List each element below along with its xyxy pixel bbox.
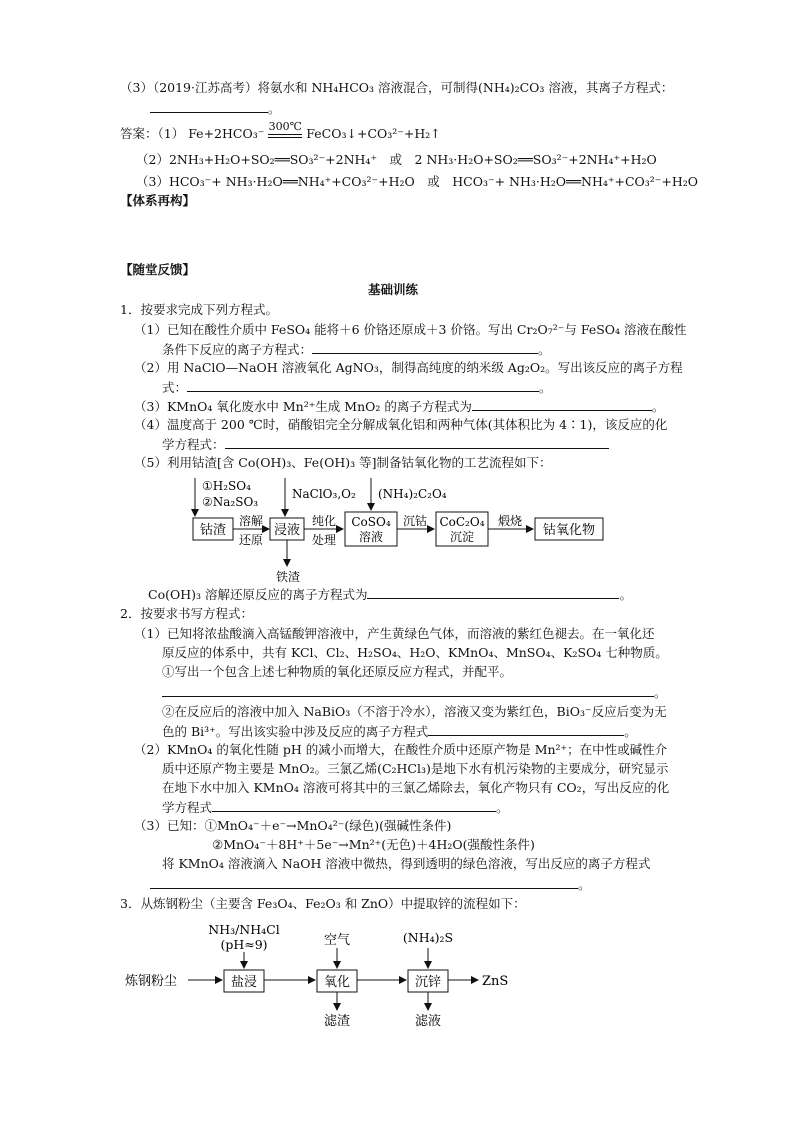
q2-stem: 2．按要求书写方程式：: [120, 606, 253, 621]
q1-p1-b: [162, 341, 551, 358]
intro-question-text: （3）（2019·江苏高考）将氨水和 NH₄HCO₃ 溶液混合，可制得(NH₄)₂CO₃ 溶液，其离子方程式：: [120, 80, 674, 95]
reagent-naclo3: NaClO₃,O₂: [292, 487, 356, 501]
period: 。: [578, 877, 591, 892]
box-coso4-label-2: 溶液: [358, 530, 384, 544]
period: 。: [538, 342, 551, 357]
q2-p2-blank[interactable]: [212, 799, 496, 812]
out-filter-residue: 滤渣: [323, 1014, 351, 1029]
q1-p2-a: （2）用 NaClO—NaOH 溶液氧化 AgNO₃，制得高纯度的纳米级 Ag₂O₂。写出该反应的离子方程: [134, 360, 683, 375]
box-coc2o4-label-2: 沉淀: [449, 530, 475, 544]
reagent-nh3-nh4cl: NH₃/NH₄Cl: [208, 922, 280, 937]
intro-question: [120, 80, 673, 96]
reagent-oxalate: (NH₄)₂C₂O₄: [378, 487, 447, 501]
q2-p2-c: 在地下水中加入 KMnO₄ 溶液可将其中的三氯乙烯除去，氧化产物只有 CO₂，写出反应的化: [162, 780, 670, 795]
answer-label: 答案：（1）: [120, 126, 185, 141]
q2-p1-e-blank[interactable]: [428, 723, 624, 736]
q1-p3: [134, 398, 664, 415]
period: 。: [496, 800, 509, 815]
answer-eq2: （2）2NH₃+H₂O+SO₂══SO₃²⁻+2NH₄⁺ 或 2 NH₃·H₂O+SO₂══SO₃²⁻+2NH₄⁺+H₂O: [136, 152, 657, 167]
q2-p2-d-text: 学方程式: [162, 800, 213, 815]
q2-p1-answer-line: [162, 684, 667, 701]
eq1-right: FeCO₃↓+CO₃²⁻+H₂↑: [306, 126, 441, 141]
q2-p1-b: 原反应的体系中，共有 KCl、Cl₂、H₂SO₄、H₂O、KMnO₄、MnSO₄、K₂SO₄ 七种物质。: [162, 645, 668, 660]
q2-p2-a: （2）KMnO₄ 的氧化性随 pH 的减小而增大，在酸性介质中还原产物是 Mn²⁺；在中性或碱性介: [134, 742, 668, 757]
reagent-nh4-2s: (NH₄)₂S: [402, 930, 454, 945]
period: 。: [624, 724, 637, 739]
reagent-ph: (pH≈9): [220, 937, 268, 952]
section-system: 【体系再构】: [120, 193, 196, 208]
zinc-flowchart: [122, 918, 532, 1034]
box-oxidation-label: 氧化: [323, 975, 351, 990]
q2-p1-d: ②在反应后的溶液中加入 NaBiO₃（不溶于冷水），溶液又变为紫红色，BiO₃⁻反应后变为无: [162, 704, 667, 719]
period: 。: [651, 399, 665, 414]
cobalt-flowchart: [180, 474, 620, 584]
section-feedback: 【随堂反馈】: [120, 262, 196, 277]
reagent-na2so3: ②Na₂SO₃: [202, 495, 259, 509]
q2-p1-e: [162, 723, 637, 740]
q1-p3-blank[interactable]: [472, 398, 652, 411]
q2-p1-blank[interactable]: [162, 684, 654, 697]
q1-p1-b-text: 条件下反应的离子方程式：: [162, 342, 313, 357]
q1-p1-blank[interactable]: [312, 341, 538, 354]
q2-p1-a: （1）已知将浓盐酸滴入高锰酸钾溶液中，产生黄绿色气体，而溶液的紫红色褪去。在一氧化还: [134, 626, 655, 641]
condition-text: 300℃: [268, 120, 302, 133]
period: 。: [539, 380, 552, 395]
answer-eq1: [120, 120, 441, 142]
period: 。: [268, 101, 281, 116]
q1-p5-b-text: Co(OH)₃ 溶解还原反应的离子方程式为: [148, 587, 368, 602]
step-dissolve: 溶解: [238, 514, 264, 528]
q2-p3-b: ②MnO₄⁻＋8H⁺＋5e⁻→Mn²⁺(无色)＋4H₂O(强酸性条件): [212, 837, 535, 852]
q1-p4-b: [162, 436, 609, 453]
step-precipitate: 沉钴: [402, 514, 428, 528]
reaction-condition: [268, 120, 302, 138]
step-calcine: 煅烧: [497, 514, 523, 528]
box-leachate-label: 浸液: [273, 523, 301, 538]
box-cobalt-residue-label: 钴渣: [199, 523, 227, 538]
step-reduce: 还原: [238, 533, 264, 547]
step-purify: 纯化: [311, 514, 337, 528]
reagent-air: 空气: [323, 933, 351, 948]
q2-p3-blank[interactable]: [150, 876, 578, 889]
q1-p4-a: （4）温度高于 200 ℃时，硝酸铝完全分解成氧化铝和两种气体(其体积比为 4∶1)，该反应的化: [134, 417, 668, 432]
q2-p3-answer-line: [150, 876, 591, 893]
intro-answer-line: [150, 100, 281, 117]
q1-p3-text: （3）KMnO₄ 氧化废水中 Mn²⁺生成 MnO₂ 的离子方程式为: [134, 399, 472, 414]
q1-stem: 1．按要求完成下列方程式。: [120, 302, 278, 317]
q2-p2-d: [162, 799, 509, 816]
q1-p1-a: （1）已知在酸性介质中 FeSO₄ 能将＋6 价铬还原成＋3 价铬。写出 Cr₂O₇²⁻与 FeSO₄ 溶液在酸性: [134, 322, 687, 337]
step-treat: 处理: [311, 533, 337, 547]
q2-p3-c: 将 KMnO₄ 溶液滴入 NaOH 溶液中微热，得到透明的绿色溶液，写出反应的离子方程式: [162, 856, 651, 871]
q2-p2-b: 质中还原产物主要是 MnO₂。三氯乙烯(C₂HCl₃)是地下水有机污染物的主要成分，研究显示: [162, 761, 669, 776]
q2-p1-e-text: 色的 Bi³⁺。写出该实验中涉及反应的离子方程式: [162, 724, 429, 739]
box-salt-leach-label: 盐浸: [230, 975, 258, 990]
q1-p5-blank[interactable]: [367, 586, 619, 599]
box-cobalt-oxide-label: 钴氧化物: [542, 523, 596, 538]
reagent-h2so4: ①H₂SO₄: [202, 479, 251, 493]
q1-p5-b: [148, 586, 632, 603]
box-coso4-label-1: CoSO₄: [351, 515, 391, 529]
start-steel-dust: 炼钢粉尘: [125, 974, 178, 989]
q3-stem: 3．从炼钢粉尘（主要含 Fe₃O₄、Fe₂O₃ 和 ZnO）中提取锌的流程如下：: [120, 896, 526, 911]
q1-p4-b-text: 学方程式：: [162, 437, 225, 452]
byproduct-iron-residue: 铁渣: [275, 570, 301, 584]
q1-p5-a: （5）利用钴渣[含 Co(OH)₃、Fe(OH)₃ 等]制备钴氧化物的工艺流程如下：: [134, 455, 552, 470]
q1-p2-b: [162, 379, 552, 396]
q1-p4-blank[interactable]: [225, 436, 609, 449]
q1-p2-blank[interactable]: [187, 379, 539, 392]
product-zns: ZnS: [482, 974, 509, 989]
period: 。: [654, 685, 667, 700]
period: 。: [619, 587, 632, 602]
q2-p3-a: （3）已知：①MnO₄⁻＋e⁻→MnO₄²⁻(绿色)(强碱性条件): [134, 818, 452, 833]
q2-p1-c: ①写出一个包含上述七种物质的氧化还原反应方程式，并配平。: [162, 664, 513, 679]
eq1-left: Fe+2HCO₃⁻: [188, 126, 265, 141]
out-filtrate: 滤液: [414, 1014, 442, 1029]
box-zinc-precip-label: 沉锌: [414, 975, 442, 990]
answer-eq3: （3）HCO₃⁻+ NH₃·H₂O══NH₄⁺+CO₃²⁻+H₂O 或 HCO₃⁻+ NH₃·H₂O══NH₄⁺+CO₃²⁻+H₂O: [136, 174, 699, 189]
q1-p2-b-text: 式：: [162, 380, 188, 395]
answer-blank[interactable]: [150, 100, 268, 113]
section-basic: 基础训练: [368, 282, 419, 297]
box-coc2o4-label-1: CoC₂O₄: [439, 515, 485, 529]
